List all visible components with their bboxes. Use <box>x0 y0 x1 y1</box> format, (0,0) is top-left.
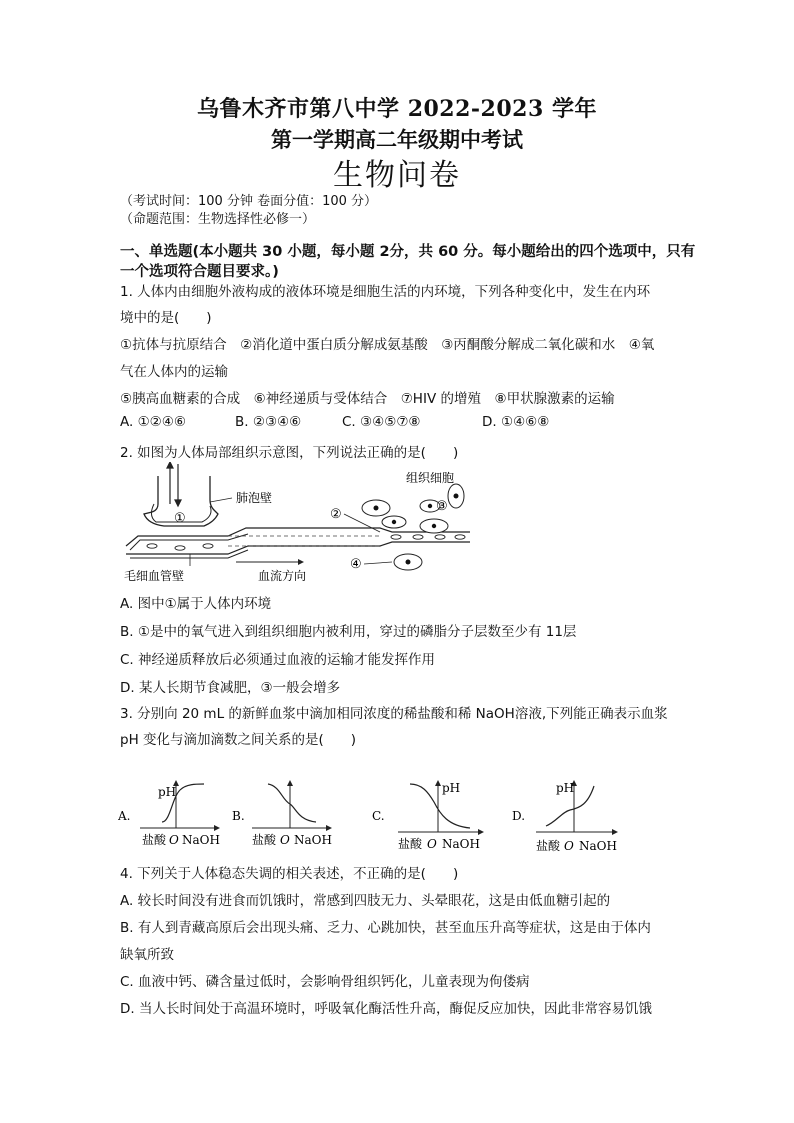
ph-graph-options <box>118 770 638 860</box>
graph-d-origin: O <box>564 839 574 853</box>
tissue-cells <box>362 484 464 570</box>
q2-option-b: B. ①是中的氧气进入到组织细胞内被利用，穿过的磷脂分子层数至少有 11层 <box>120 624 577 640</box>
graph-c-ph: pH <box>442 781 461 795</box>
graph-b-origin: O <box>280 833 290 847</box>
label-alveolar-wall: 肺泡壁 <box>236 491 273 505</box>
airflow-arrows <box>167 462 181 506</box>
graph-b-base: NaOH <box>294 833 332 847</box>
section-heading-cont: 一个选项符合题目要求。) <box>120 264 279 280</box>
graph-a-letter: A. <box>118 809 131 823</box>
label-capillary-wall: 毛细血管壁 <box>124 569 185 583</box>
graph-d-ph: pH <box>556 781 575 795</box>
graph-b-letter: B. <box>232 809 245 823</box>
q1-option-c: C. ③④⑤⑦⑧ <box>342 414 421 430</box>
q2-stem: 2. 如图为人体局部组织示意图，下列说法正确的是( ) <box>120 445 459 461</box>
graph-b <box>252 780 332 847</box>
exam-title-term: 第一学期高二年级期中考试 <box>271 127 523 152</box>
marker-4: ④ <box>350 557 362 572</box>
exam-title-subject: 生物问卷 <box>333 158 461 193</box>
graph-a <box>140 780 220 847</box>
q1-stem: 1. 人体内由细胞外液构成的液体环境是细胞生活的内环境，下列各种变化中，发生在内环 <box>120 284 651 300</box>
q4-option-a: A. 较长时间没有进食而饥饿时，常感到四肢无力、头晕眼花，这是由低血糖引起的 <box>120 893 611 909</box>
graph-a-base: NaOH <box>182 833 220 847</box>
q3-stem-cont: pH 变化与滴加滴数之间关系的是( ) <box>120 732 357 748</box>
blood-flow-arrow <box>236 559 304 565</box>
graph-c-base: NaOH <box>442 837 480 851</box>
q1-items-line3: ⑤胰高血糖素的合成 ⑥神经递质与受体结合 ⑦HIV 的增殖 ⑧甲状腺激素的运输 <box>120 391 615 407</box>
label-tissue-cell: 组织细胞 <box>406 471 455 485</box>
marker-2: ② <box>330 507 342 522</box>
q1-option-d: D. ①④⑥⑧ <box>482 414 550 430</box>
q4-stem: 4. 下列关于人体稳态失调的相关表述，不正确的是( ) <box>120 866 459 882</box>
q1-stem-cont: 境中的是( ) <box>120 310 212 326</box>
q4-option-b: B. 有人到青藏高原后会出现头痛、乏力、心跳加快，甚至血压升高等症状，这是由于体内 <box>120 920 651 936</box>
exam-time-info: （考试时间：100 分钟 卷面分值：100 分） <box>120 194 378 209</box>
q1-items-cont: 气在人体内的运输 <box>120 364 228 380</box>
graph-a-origin: O <box>169 833 179 847</box>
graph-d-base: NaOH <box>579 839 617 853</box>
graph-c-origin: O <box>427 837 437 851</box>
q1-option-b: B. ②③④⑥ <box>235 414 302 430</box>
graph-d <box>536 780 618 853</box>
q2-option-a: A. 图中①属于人体内环境 <box>120 596 272 612</box>
graph-a-ph: pH <box>158 785 177 799</box>
graph-c-acid: 盐酸 <box>398 837 423 851</box>
exam-scope-info: （命题范围：生物选择性必修一） <box>120 212 316 227</box>
q1-option-a: A. ①②④⑥ <box>120 414 186 430</box>
exam-title-school: 乌鲁木齐市第八中学 2022-2023 学年 <box>197 96 597 122</box>
q1-items: ①抗体与抗原结合 ②消化道中蛋白质分解成氨基酸 ③丙酮酸分解成二氧化碳和水 ④氧 <box>120 337 655 353</box>
graph-d-letter: D. <box>512 809 526 823</box>
q2-option-c: C. 神经递质释放后必须通过血液的运输才能发挥作用 <box>120 652 436 668</box>
graph-b-acid: 盐酸 <box>252 833 277 847</box>
graph-d-acid: 盐酸 <box>536 839 561 853</box>
section-heading: 一、单选题(本小题共 30 小题，每小题 2分，共 60 分。每小题给出的四个选项中，只有 <box>120 244 696 260</box>
q4-option-c: C. 血液中钙、磷含量过低时，会影响骨组织钙化，儿童表现为佝偻病 <box>120 974 530 990</box>
label-blood-flow: 血流方向 <box>258 569 307 583</box>
marker-1: ① <box>174 511 186 526</box>
marker-3: ③ <box>436 499 448 514</box>
q4-option-b-cont: 缺氧所致 <box>120 947 174 963</box>
q1-options <box>120 414 680 434</box>
graph-c-letter: C. <box>372 809 385 823</box>
graph-c <box>398 780 484 851</box>
q2-option-d: D. 某人长期节食减肥，③一般会增多 <box>120 680 341 696</box>
q3-stem: 3. 分别向 20 mL 的新鲜血浆中滴加相同浓度的稀盐酸和稀 NaOH溶液,下列能正确表示血浆 <box>120 706 668 722</box>
tissue-diagram <box>118 462 498 586</box>
graph-a-acid: 盐酸 <box>142 833 167 847</box>
q4-option-d: D. 当人长时间处于高温环境时，呼吸氧化酶活性升高，酶促反应加快，因此非常容易饥饿 <box>120 1001 652 1017</box>
